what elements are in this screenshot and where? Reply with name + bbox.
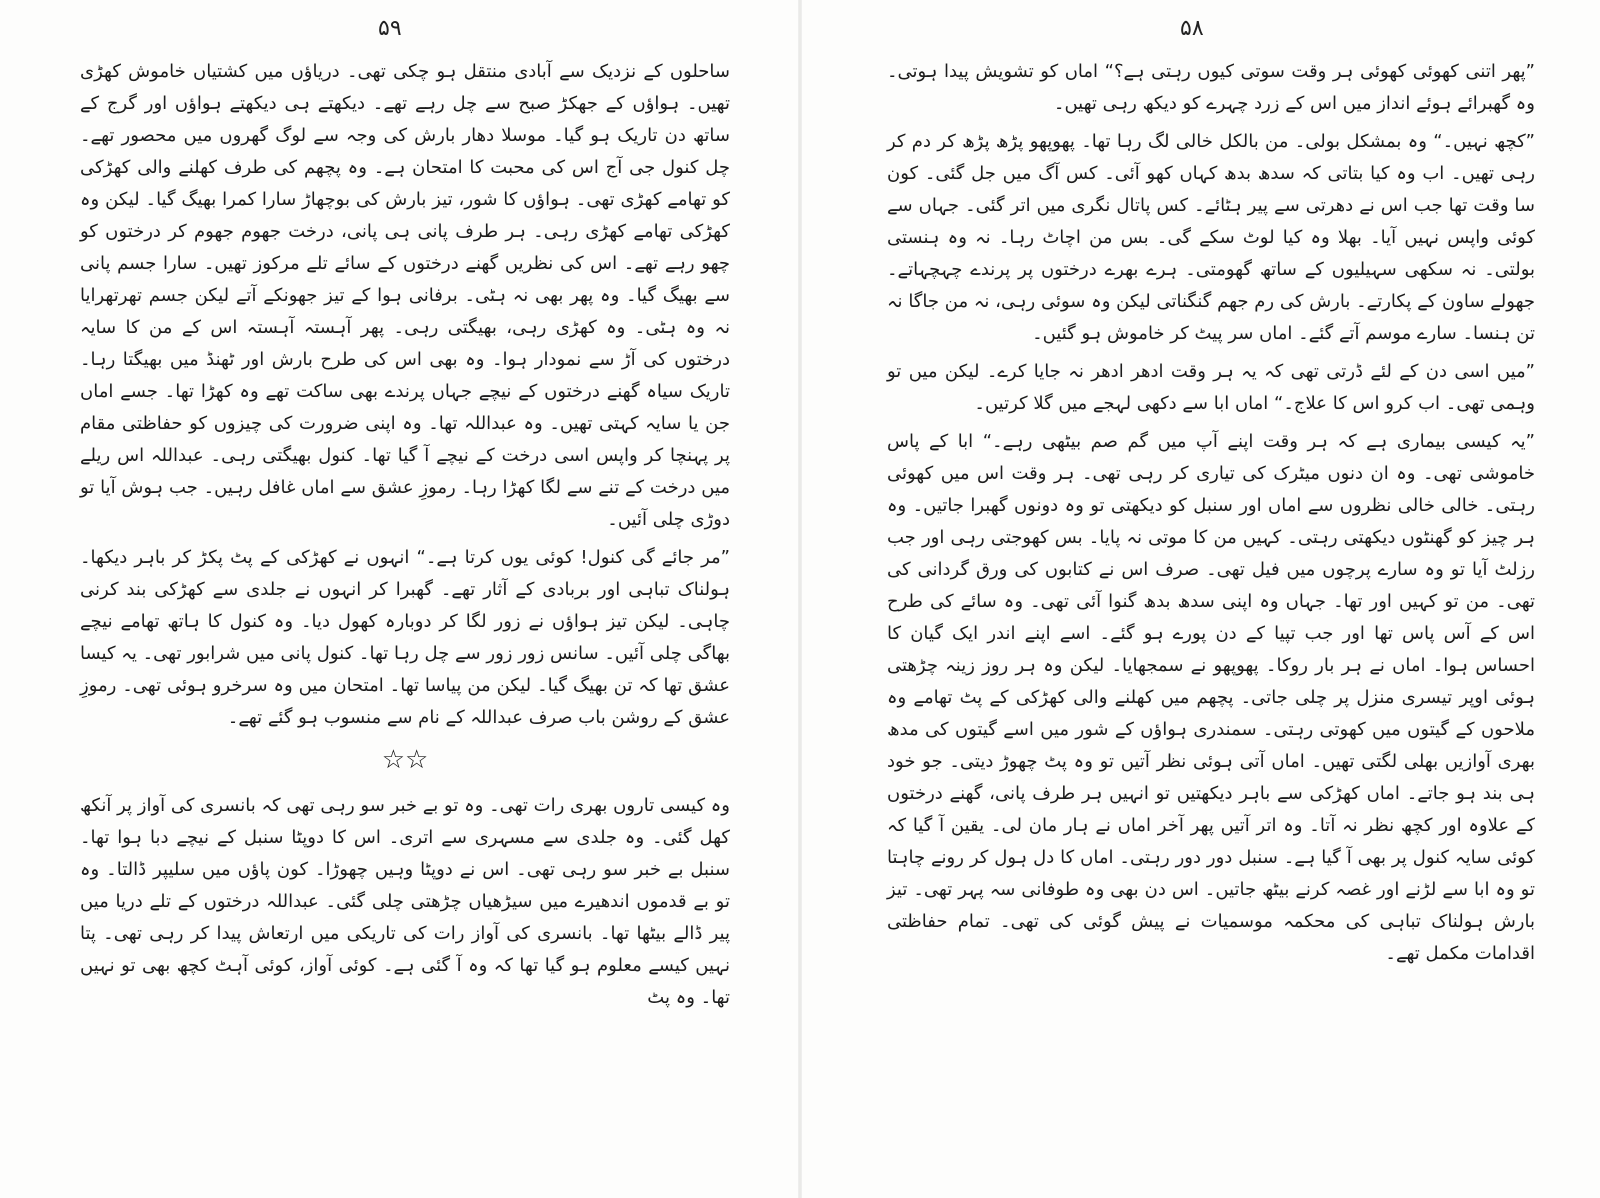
page-number-left: ۵۹ <box>378 16 402 41</box>
right-paragraph-4: ”یہ کیسی بیماری ہے کہ ہر وقت اپنے آپ میں گم صم بیٹھی رہے۔“ ابا کے پاس خاموشی تھی۔ وہ ان دنوں میٹرک کی تیاری کر رہی تھی۔ ہر وقت اس میں کھوئی رہتی۔ خالی خالی نظروں سے اماں اور سنبل کو دیکھتی تو وہ دونوں گھبرا جاتیں۔ وہ ہر چیز کو گھنٹوں دیکھتی رہتی۔ کہیں من کا موتی نہ پایا۔ بس کھوجتی رہی اور جب رزلٹ آیا تو وہ سارے پرچوں میں فیل تھی۔ صرف اس نے کتابوں کی ورق گردانی کی تھی۔ من تو کہیں اور تھا۔ جہاں وہ اپنی سدھ بدھ گنوا آئی تھی۔ وہ سائے کی طرح اس کے آس پاس تھا اور جب تپیا کے دن پورے ہو گئے۔ اسے اپنے اندر ایک گیان کا احساس ہوا۔ اماں نے ہر بار روکا۔ پھوپھو نے سمجھایا۔ لیکن وہ ہر روز زینہ چڑھتی ہوئی اوپر تیسری منزل پر چلی جاتی۔ پچھم میں کھلنے والی کھڑکی کے پٹ تھامے وہ ملاحوں کے گیتوں میں کھوتی رہتی۔ سمندری ہواؤں کے شور میں اسے گیتوں کی مدھ بھری آوازیں بھلی لگتی تھیں۔ اماں آتی ہوئی نظر آتیں تو وہ پٹ چھوڑ دیتی۔ جو خود ہی بند ہو جاتے۔ اماں کھڑکی سے باہر دیکھتیں تو انہیں ہر طرف پانی، گھنے درختوں کے علاوہ اور کچھ نظر نہ آتا۔ وہ اتر آتیں پھر آخر اماں نے ہار مان لی۔ یقین آ گیا کہ کوئی سایہ کنول پر بھی آ گیا ہے۔ سنبل دور دور رہتی۔ اماں کا دل ہول کر رونے چاہتا تو وہ ابا سے لڑنے اور غصہ کرنے بیٹھ جاتیں۔ اس دن بھی وہ طوفانی سہ پہر تھی۔ تیز بارش ہولناک تباہی کی محکمہ موسمیات نے پیش گوئی کی تھی۔ تمام حفاظتی اقدامات مکمل تھے۔ <box>887 431 1535 964</box>
section-separator-stars: ☆☆ <box>381 745 429 775</box>
right-paragraph-3: ”میں اسی دن کے لئے ڈرتی تھی کہ یہ ہر وقت ادھر ادھر نہ جایا کرے۔ لیکن میں تو وہمی تھی۔ اب کرو اس کا علاج۔“ اماں ابا سے دکھی لہجے میں گلا کرتیں۔ <box>887 361 1535 414</box>
right-page <box>800 0 1600 1198</box>
right-page-text <box>887 56 1535 976</box>
page-number-right: ۵۸ <box>1180 16 1204 41</box>
left-paragraph-2: ”مر جائے گی کنول! کوئی یوں کرتا ہے۔“ انہوں نے کھڑکی کے پٹ پکڑ کر باہر دیکھا۔ ہولناک تباہی اور بربادی کے آثار تھے۔ گھبرا کر انہوں نے جلدی سے کھڑکی بند کرنی چاہی۔ لیکن تیز ہواؤں نے زور لگا کر دوبارہ کھول دیا۔ وہ کنول کا ہاتھ تھامے نیچے بھاگی چلی آئیں۔ سانس زور زور سے چل رہا تھا۔ کنول پانی میں شرابور تھی۔ یہ کیسا عشق تھا کہ تن بھیگ گیا۔ لیکن من پیاسا تھا۔ امتحان میں وہ سرخرو ہوئی تھی۔ رموزِ عشق کے روشن باب صرف عبداللہ کے نام سے منسوب ہو گئے تھے۔ <box>80 547 730 728</box>
left-page-text <box>80 56 730 1020</box>
right-paragraph-1: ”پھر اتنی کھوئی کھوئی ہر وقت سوتی کیوں رہتی ہے؟“ اماں کو تشویش پیدا ہوتی۔ وہ گھبرائے ہوئے انداز میں اس کے زرد چہرے کو دیکھ رہی تھیں۔ <box>887 61 1535 114</box>
left-paragraph-1: ساحلوں کے نزدیک سے آبادی منتقل ہو چکی تھی۔ دریاؤں میں کشتیاں خاموش کھڑی تھیں۔ ہواؤں کے جھکڑ صبح سے چل رہے تھے۔ دیکھتے ہی دیکھتے ہواؤں اور گرج کے ساتھ دن تاریک ہو گیا۔ موسلا دھار بارش کی وجہ سے لوگ گھروں میں محصور تھے۔ چل کنول جی آج اس کی محبت کا امتحان ہے۔ وہ پچھم کی طرف کھلنے والی کھڑکی کو تھامے کھڑی تھی۔ ہواؤں کا شور، تیز بارش کی بوچھاڑ سارا کمرا بھیگ گیا۔ لیکن وہ کھڑکی تھامے کھڑی رہی۔ ہر طرف پانی ہی پانی، درخت جھوم جھوم کر درختوں کو چھو رہے تھے۔ اس کی نظریں گھنے درختوں کے سائے تلے مرکوز تھیں۔ سارا جسم پانی سے بھیگ گیا۔ وہ پھر بھی نہ ہٹی۔ برفانی ہوا کے تیز جھونکے آتے لیکن جسم تھرتھرایا نہ وہ ہٹی۔ وہ کھڑی رہی، بھیگتی رہی۔ پھر آہستہ آہستہ اس کے من کا سایہ درختوں کی آڑ سے نمودار ہوا۔ وہ بھی اس کی طرح بارش اور ٹھنڈ میں بھیگتا رہا۔ تاریک سیاہ گھنے درختوں کے نیچے جہاں پرندے بھی ساکت تھے وہ کھڑا تھا۔ جسے اماں جن یا سایہ کہتی تھیں۔ وہ عبداللہ تھا۔ وہ اپنی ضرورت کی چیزوں کو حفاظتی مقام پر پہنچا کر واپس اسی درخت کے نیچے آ گیا تھا۔ کنول بھیگتی رہی۔ عبداللہ اس ریلے میں درخت کے تنے سے لگا کھڑا رہا۔ رموزِ عشق سے اماں غافل رہیں۔ جب ہوش آیا تو دوڑی چلی آئیں۔ <box>80 61 730 530</box>
right-paragraph-2: ”کچھ نہیں۔“ وہ بمشکل بولی۔ من بالکل خالی لگ رہا تھا۔ پھوپھو پڑھ پڑھ کر دم کر رہی تھیں۔ اب وہ کیا بتاتی کہ سدھ بدھ کہاں کھو آئی۔ کس آگ میں جل گئی۔ کون سا وقت تھا جب اس نے دھرتی سے پیر ہٹائے۔ کس پاتال نگری میں اتر گئی۔ جہاں سے کوئی واپس نہیں آیا۔ بھلا وہ کیا لوٹ سکے گی۔ بس من اچاٹ رہا۔ نہ وہ ہنستی بولتی۔ نہ سکھی سہیلیوں کے ساتھ گھومتی۔ ہرے بھرے درختوں پر پرندے چہچہاتے۔ جھولے ساون کے پکارتے۔ بارش کی رم جھم گنگناتی لیکن وہ سوئی رہی، نہ من جاگا نہ تن ہنسا۔ سارے موسم آتے گئے۔ اماں سر پیٹ کر خاموش ہو گئیں۔ <box>887 131 1535 344</box>
left-paragraph-3: وہ کیسی تاروں بھری رات تھی۔ وہ تو بے خبر سو رہی تھی کہ بانسری کی آواز پر آنکھ کھل گئی۔ وہ جلدی سے مسہری سے اتری۔ اس کا دوپٹا سنبل کے نیچے دبا ہوا تھا۔ سنبل بے خبر سو رہی تھی۔ اس نے دوپٹا وہیں چھوڑا۔ کون پاؤں میں سلیپر ڈالتا۔ وہ تو بے قدموں اندھیرے میں سیڑھیاں چڑھتی چلی گئی۔ عبداللہ درختوں کے تلے دریا میں پیر ڈالے بیٹھا تھا۔ بانسری کی آواز رات کی تاریکی میں ارتعاش پیدا کر رہی تھی۔ پتا نہیں کیسے معلوم ہو گیا تھا کہ وہ آ گئی ہے۔ کوئی آواز، کوئی آہٹ کچھ بھی تو نہیں تھا۔ وہ پٹ <box>80 795 730 1008</box>
